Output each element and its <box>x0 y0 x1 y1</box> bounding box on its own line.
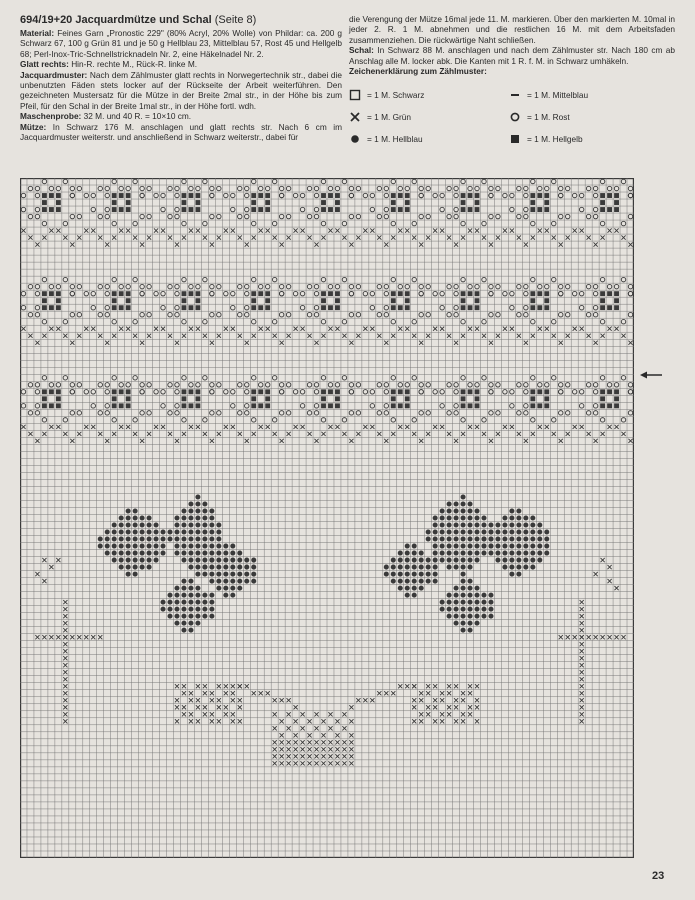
legend-item <box>509 132 669 146</box>
dot-icon <box>349 133 361 145</box>
legend-item <box>349 88 509 102</box>
paragraph-text: 32 M. und 40 R. = 10×10 cm. <box>83 111 192 122</box>
paragraph-label: Maschenprobe: <box>20 111 82 122</box>
paragraph-label: Schal: <box>349 45 374 56</box>
filled-square-icon <box>509 133 521 145</box>
paragraph-text: Nach dem Zählmuster glatt rechts in Norwegertechnik str., dabei die unbenutzten Fäden stets locker auf der Rückseite der Arbeit weiterführen. Den gezeichneten Mustersatz für die Mütze in der Breite 2mal str., in der Höhe bis zum Pfeil, für den Schal in der Breite 1mal str., in der Höhe fortl. wdh. <box>20 69 342 111</box>
paragraph-text: Feines Garn „Pronostic 229" (80% Acryl, 20% Wolle) von Phildar: ca. 200 g Schwarz 67, 100 g Grün 81 und je 50 g Hellblau 23, Mittelblau 57, Rost 45 und Hellgelb 68; Perl-Inox-Tric-Schnellstricknadeln Nr. 2, eine Häkelnadel Nr. 2. <box>20 28 342 59</box>
legend-label: = 1 M. Rost <box>527 112 570 123</box>
title-text: 694/19+20 Jacquardmütze und Schal <box>20 14 212 26</box>
page-number: 23 <box>652 870 665 882</box>
legend-title: Zeichenerklärung zum Zählmuster: <box>349 66 487 77</box>
dash-icon <box>509 89 521 101</box>
instructions-right-column <box>349 14 675 152</box>
empty-square-icon <box>349 89 361 101</box>
left-paragraph <box>20 28 342 59</box>
arrow-marker-icon <box>640 370 664 380</box>
legend-label: = 1 M. Grün <box>367 112 412 123</box>
legend-label: = 1 M. Hellblau <box>367 134 423 145</box>
left-paragraph <box>20 70 342 112</box>
legend-item <box>349 132 509 146</box>
paragraph-text: Hin-R. rechte M., Rück-R. linke M. <box>71 59 198 70</box>
cross-icon <box>349 111 361 123</box>
left-paragraph <box>20 59 342 69</box>
title-suffix: (Seite 8) <box>214 14 257 26</box>
knitting-chart <box>20 178 634 858</box>
legend-item <box>509 88 669 102</box>
page-title <box>20 14 342 27</box>
legend-item <box>349 110 509 124</box>
legend-item <box>509 110 669 124</box>
symbol-legend <box>349 80 675 152</box>
legend-label: = 1 M. Hellgelb <box>527 134 583 145</box>
right-paragraphs <box>349 14 675 66</box>
chart-grid <box>20 178 634 858</box>
paragraph-text: In Schwarz 88 M. anschlagen und nach dem Zählmuster str. Nach 180 cm ab Anschlag alle M. locker abk. Die Kanten mit 1 R. f. M. in Schwarz umhäkeln. <box>349 45 675 66</box>
right-paragraph <box>349 14 675 45</box>
instructions-left-column <box>20 14 342 142</box>
ring-icon <box>509 111 521 123</box>
legend-label: = 1 M. Schwarz <box>367 90 425 101</box>
left-paragraphs <box>20 28 342 142</box>
legend-label: = 1 M. Mittelblau <box>527 90 589 101</box>
paragraph-label: Material: <box>20 28 55 38</box>
paragraph-label: Jacquardmuster: <box>20 69 88 80</box>
paragraph-text: In Schwarz 176 M. anschlagen und glatt rechts str. Nach 6 cm im Jacquardmuster weiterstr. und anschließend in Schwarz weiterstr., dabei für <box>20 121 342 143</box>
right-paragraph <box>349 45 675 66</box>
paragraph-text: die Verengung der Mütze 16mal jede 11. M. markieren. Über den markierten M. 10mal in jeder 2. R. 1 M. abnehmen und die restlichen 16 M. mit dem Arbeitsfaden zusammenziehen. Die rückwärtige Naht schließen. <box>349 14 675 45</box>
left-paragraph <box>20 111 342 121</box>
paragraph-label: Glatt rechts: <box>20 59 69 70</box>
paragraph-label: Mütze: <box>20 121 47 132</box>
left-paragraph <box>20 122 342 143</box>
